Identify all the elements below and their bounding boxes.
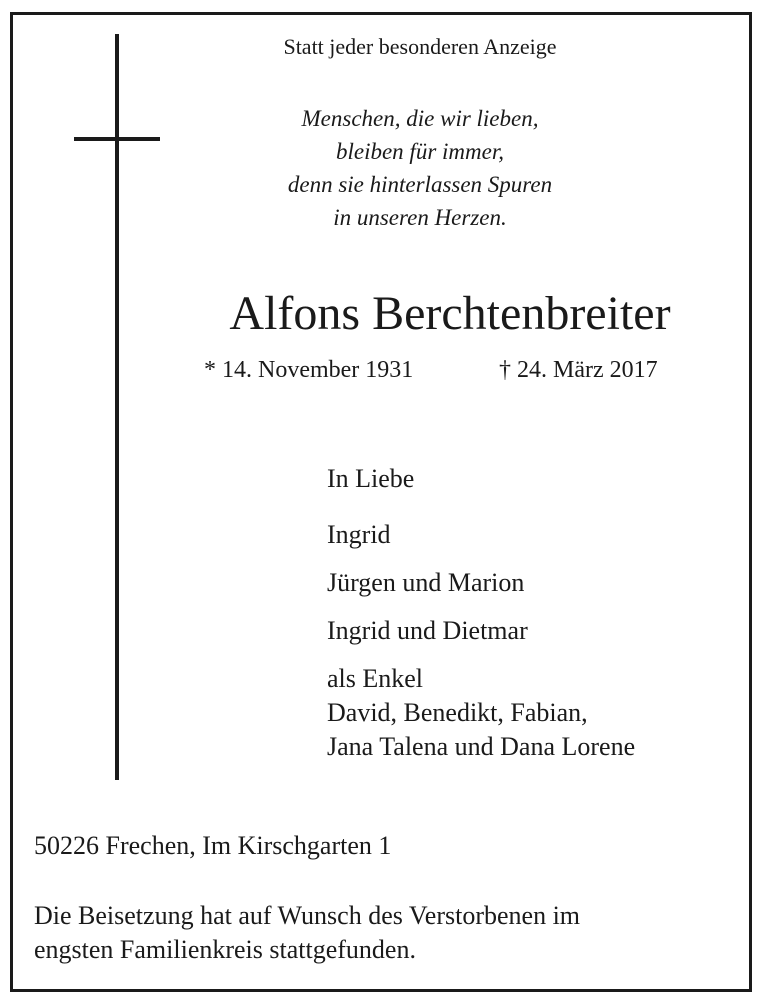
birth-date: * 14. November 1931 bbox=[204, 357, 414, 383]
life-dates bbox=[204, 354, 658, 386]
grandchildren-names: David, Benedikt, Fabian, bbox=[327, 698, 588, 727]
mourner-name: Jürgen und Marion bbox=[327, 568, 525, 597]
mourner-name: Ingrid bbox=[327, 520, 391, 549]
burial-notice-line: engsten Familienkreis stattgefunden. bbox=[34, 935, 416, 964]
poem-line: bleiben für immer, bbox=[335, 139, 504, 164]
grandchildren-label: als Enkel bbox=[327, 664, 424, 693]
cross-horizontal-beam bbox=[74, 137, 160, 141]
poem-line: Menschen, die wir lieben, bbox=[301, 106, 539, 131]
cross-vertical-beam bbox=[115, 34, 119, 780]
header-note: Statt jeder besonderen Anzeige bbox=[283, 34, 557, 59]
poem-line: denn sie hinterlassen Spuren bbox=[287, 172, 553, 197]
burial-notice-line: Die Beisetzung hat auf Wunsch des Verstorbenen im bbox=[34, 901, 581, 930]
mourner-name: Ingrid und Dietmar bbox=[327, 616, 528, 645]
death-date: † 24. März 2017 bbox=[499, 357, 658, 383]
poem-line: in unseren Herzen. bbox=[333, 205, 507, 230]
deceased-name: Alfons Berchtenbreiter bbox=[229, 287, 671, 340]
mourners-list bbox=[327, 462, 635, 764]
grandchildren-names: Jana Talena und Dana Lorene bbox=[327, 732, 636, 761]
mourners-intro: In Liebe bbox=[327, 464, 415, 493]
family-address: 50226 Frechen, Im Kirschgarten 1 bbox=[34, 831, 392, 860]
burial-notice bbox=[34, 899, 734, 967]
poem bbox=[160, 102, 680, 234]
